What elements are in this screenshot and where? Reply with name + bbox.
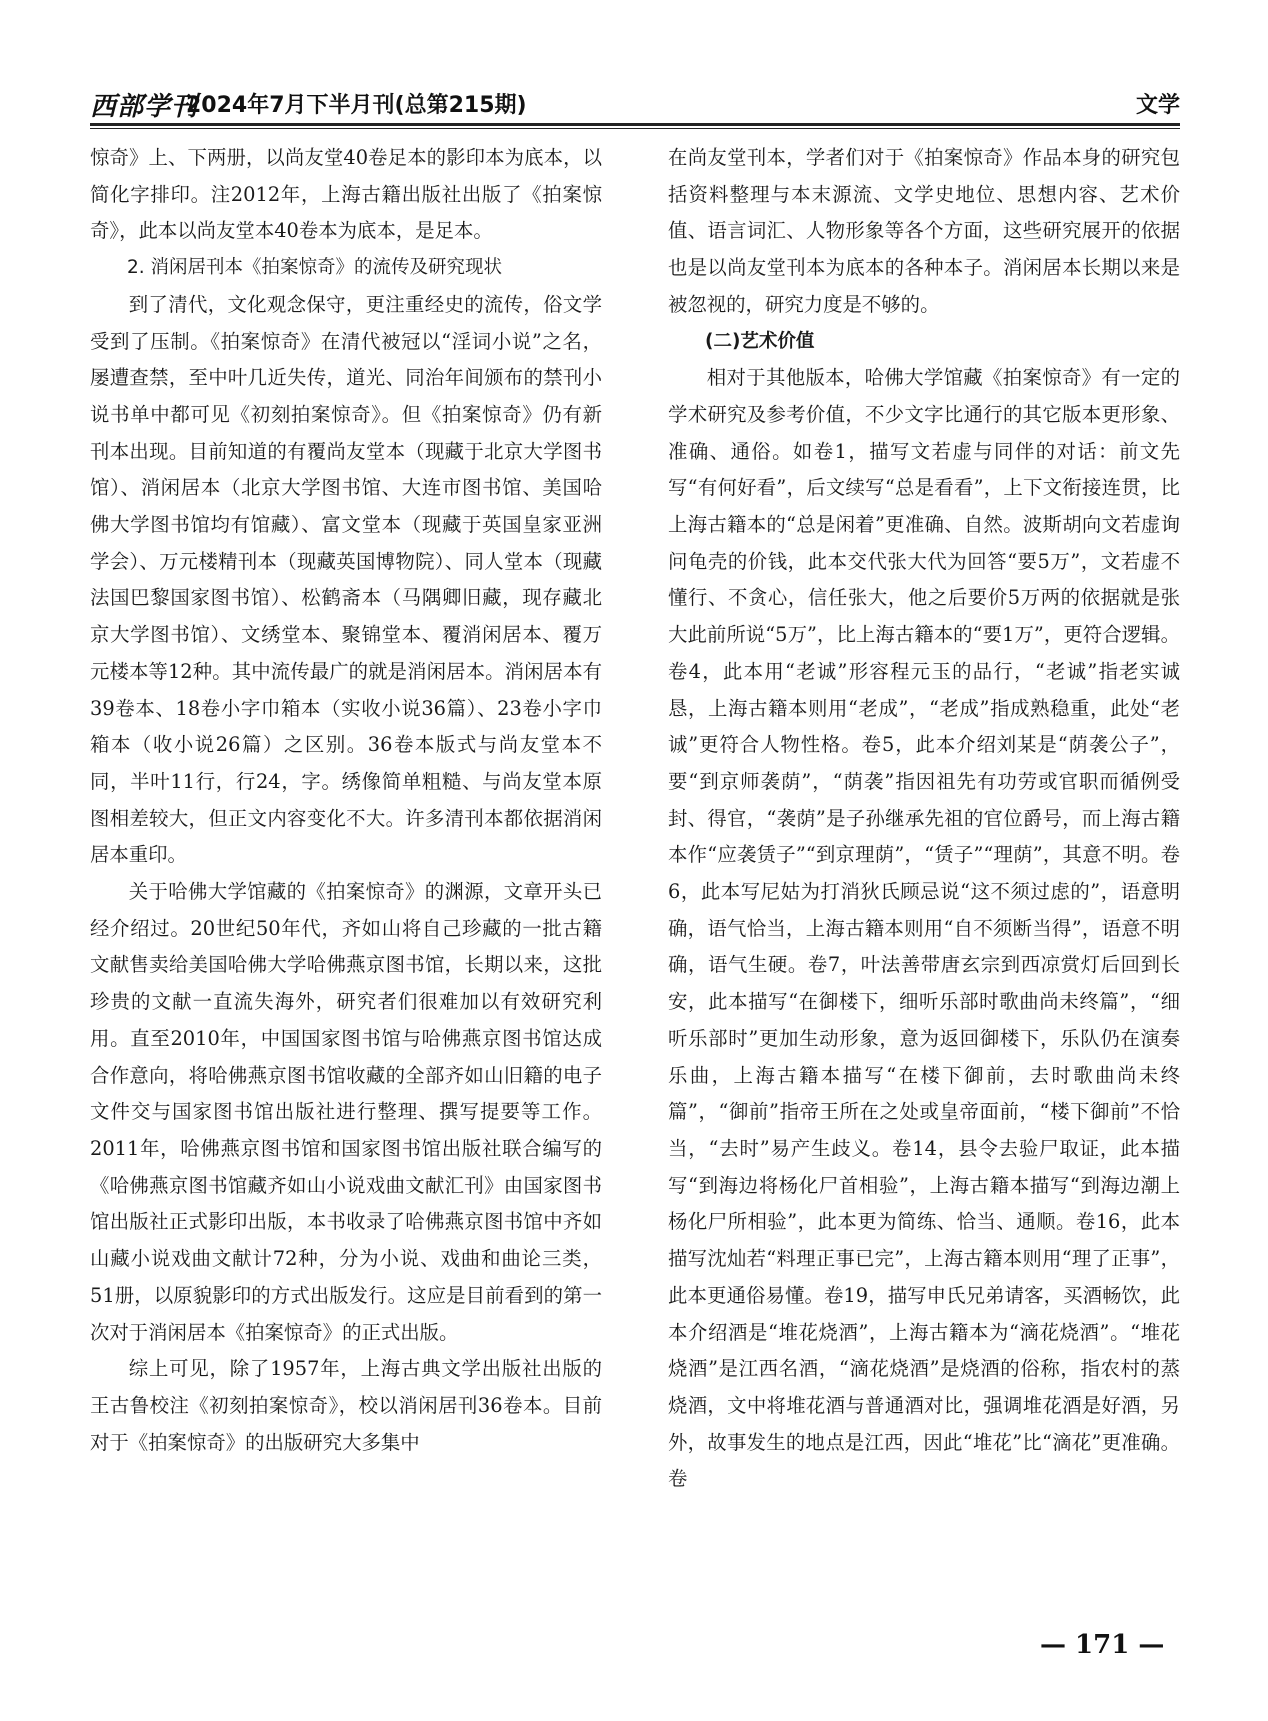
right-column — [668, 140, 1180, 1498]
header-rule-thin — [90, 128, 1180, 129]
section-heading: (二)艺术价值 — [705, 330, 815, 352]
page-number: — 171 — — [1040, 1630, 1165, 1660]
paragraph: 惊奇》上、下两册，以尚友堂40卷足本的影印本为底本，以简化字排印。注2012年，上海古籍出版社出版了《拍案惊奇》，此本以尚友堂本40卷本为底本，是足本。 — [90, 146, 602, 243]
header-rule — [90, 123, 1180, 126]
journal-logo: 西部学刊 — [90, 92, 199, 122]
paragraph: 相对于其他版本，哈佛大学馆藏《拍案惊奇》有一定的学术研究及参考价值，不少文字比通行的其它版本更形象、准确、通俗。如卷1，描写文若虚与同伴的对话：前文先写“有何好看”，后文续写“总是看看”，上下文衔接连贯，比上海古籍本的“总是闲着”更准确、自然。波斯胡向文若虚询问龟壳的价钱，此本交代张大代为回答“要5万”，文若虚不懂行、不贪心，信任张大，他之后要价5万两的依据就是张大此前所说“5万”，比上海古籍本的“要1万”，更符合逻辑。卷4，此本用“老诚”形容程元玉的品行，“老诚”指老实诚恳，上海古籍本则用“老成”，“老成”指成熟稳重，此处“老诚”更符合人物性格。卷5，此本介绍刘某是“荫袭公子”，要“到京师袭荫”，“荫袭”指因祖先有功劳或官职而循例受封、得官，“袭荫”是子孙继承先祖的官位爵号，而上海古籍本作“应袭赁子”“到京理荫”，“赁子”“理荫”，其意不明。卷6，此本写尼姑为打消狄氏顾忌说“这不须过虑的”，语意明确，语气恰当，上海古籍本则用“自不须断当得”，语意不明确，语气生硬。卷7，叶法善带唐玄宗到西凉赏灯后回到长安，此本描写“在御楼下，细听乐部时歌曲尚未终篇”，“细听乐部时”更加生动形象，意为返回御楼下，乐队仍在演奏乐曲，上海古籍本描写“在楼下御前，去时歌曲尚未终篇”，“御前”指帝王所在之处或皇帝面前，“楼下御前”不恰当，“去时”易产生歧义。卷14，县令去验尸取证，此本描写“到海边将杨化尸首相验”，上海古籍本描写“到海边潮上杨化尸所相验”，此本更为简练、恰当、通顺。卷16，此本描写沈灿若“料理正事已完”，上海古籍本则用“理了正事”，此本更通俗易懂。卷19，描写申氏兄弟请客，买酒畅饮，此本介绍酒是“堆花烧酒”，上海古籍本为“滴花烧酒”。“堆花烧酒”是江西名酒，“滴花烧酒”是烧酒的俗称，指农村的蒸烧酒，文中将堆花酒与普通酒对比，强调堆花酒是好酒，另外，故事发生的地点是江西，因此“堆花”比“滴花”更准确。卷 — [668, 366, 1180, 1491]
subsection-heading: 2. 消闲居刊本《拍案惊奇》的流传及研究现状 — [127, 257, 503, 279]
paragraph: 在尚友堂刊本，学者们对于《拍案惊奇》作品本身的研究包括资料整理与本末源流、文学史地位、思想内容、艺术价值、语言词汇、人物形象等各个方面，这些研究展开的依据也是以尚友堂刊本为底本的各种本子。消闲居本长期以来是被忽视的，研究力度是不够的。 — [668, 146, 1180, 316]
running-header — [90, 84, 1180, 122]
left-column — [90, 140, 602, 1461]
issue-info: 2024年7月下半月刊(总第215期) — [186, 93, 527, 118]
paragraph: 关于哈佛大学馆藏的《拍案惊奇》的渊源，文章开头已经介绍过。20世纪50年代，齐如山将自己珍藏的一批古籍文献售卖给美国哈佛大学哈佛燕京图书馆，长期以来，这批珍贵的文献一直流失海外，研究者们很难加以有效研究利用。直至2010年，中国国家图书馆与哈佛燕京图书馆达成合作意向，将哈佛燕京图书馆收藏的全部齐如山旧籍的电子文件交与国家图书馆出版社进行整理、撰写提要等工作。2011年，哈佛燕京图书馆和国家图书馆出版社联合编写的《哈佛燕京图书馆藏齐如山小说戏曲文献汇刊》由国家图书馆出版社正式影印出版，本书收录了哈佛燕京图书馆中齐如山藏小说戏曲文献计72种，分为小说、戏曲和曲论三类，51册，以原貌影印的方式出版发行。这应是目前看到的第一次对于消闲居本《拍案惊奇》的正式出版。 — [90, 880, 602, 1344]
paragraph: 到了清代，文化观念保守，更注重经史的流传，俗文学受到了压制。《拍案惊奇》在清代被冠以“淫词小说”之名，屡遭查禁，至中叶几近失传，道光、同治年间颁布的禁刊小说书单中都可见《初刻拍案惊奇》。但《拍案惊奇》仍有新刊本出现。目前知道的有覆尚友堂本（现藏于北京大学图书馆）、消闲居本（北京大学图书馆、大连市图书馆、美国哈佛大学图书馆均有馆藏）、富文堂本（现藏于英国皇家亚洲学会）、万元楼精刊本（现藏英国博物院）、同人堂本（现藏法国巴黎国家图书馆）、松鹤斋本（马隅卿旧藏，现存藏北京大学图书馆）、文绣堂本、聚锦堂本、覆消闲居本、覆万元楼本等12种。其中流传最广的就是消闲居本。消闲居本有39卷本、18卷小字巾箱本（实收小说36篇）、23卷小字巾箱本（收小说26篇）之区别。36卷本版式与尚友堂本不同，半叶11行，行24，字。绣像简单粗糙、与尚友堂本原图相差较大，但正文内容变化不大。许多清刊本都依据消闲居本重印。 — [90, 292, 602, 867]
paragraph: 综上可见，除了1957年，上海古典文学出版社出版的王古鲁校注《初刻拍案惊奇》，校以消闲居刊36卷本。目前对于《拍案惊奇》的出版研究大多集中 — [90, 1357, 602, 1454]
section-label: 文学 — [1135, 93, 1180, 118]
